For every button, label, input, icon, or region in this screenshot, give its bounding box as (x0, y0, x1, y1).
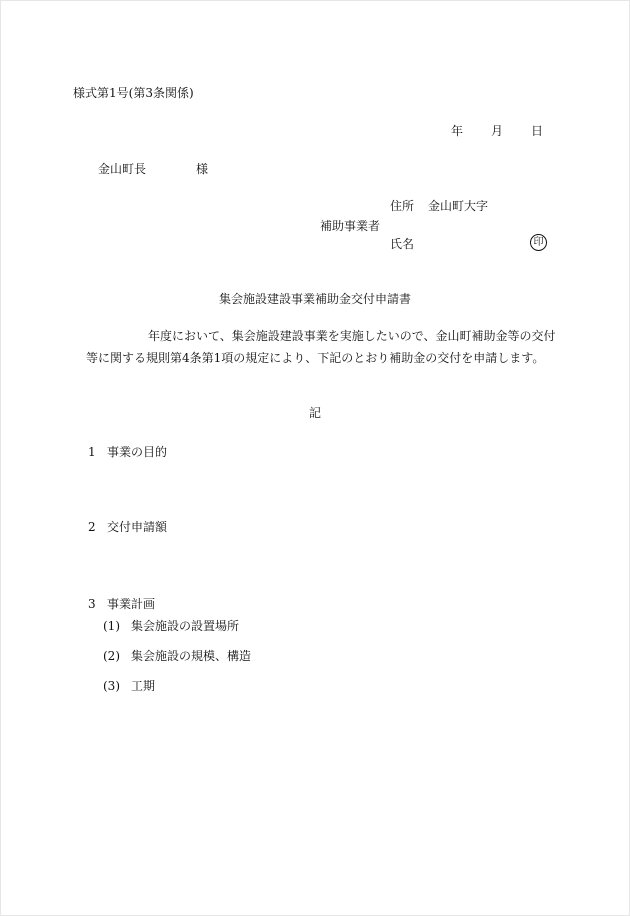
addressee-name: 金山町長 (98, 162, 147, 176)
subsection-2-number: (2) (103, 649, 120, 663)
name-label: 氏名 (390, 237, 415, 251)
address-value: 金山町大字 (428, 199, 489, 213)
section-2-label: 交付申請額 (107, 520, 168, 534)
section-1-label: 事業の目的 (107, 445, 168, 459)
section-3-label: 事業計画 (107, 597, 156, 611)
section-3 (88, 596, 155, 612)
date-month-label: 月 (491, 124, 504, 138)
subsection-1-label: 集会施設の設置場所 (131, 619, 240, 633)
date-day-label: 日 (531, 124, 544, 138)
section-3-number: 3 (88, 597, 96, 611)
section-1-number: 1 (88, 445, 96, 459)
body-text-line-1: 年度において、集会施設建設事業を実施したいので、金山町補助金等の交付 (148, 329, 556, 343)
subsection-1 (103, 618, 239, 634)
seal-mark: 印 (530, 234, 547, 251)
applicant-role-label: 補助事業者 (320, 219, 381, 233)
body-text-line-2: 等に関する規則第4条第1項の規定により、下記のとおり補助金の交付を申請します。 (86, 351, 545, 365)
date-line (451, 123, 543, 139)
subsection-3-number: (3) (103, 679, 120, 693)
address-label: 住所 (390, 199, 415, 213)
date-year-label: 年 (451, 124, 464, 138)
section-2-number: 2 (88, 520, 96, 534)
subsection-3 (103, 678, 155, 694)
ki-heading: 記 (308, 406, 321, 420)
subsection-3-label: 工期 (131, 679, 156, 693)
addressee-line (98, 161, 208, 177)
form-number: 様式第1号(第3条関係) (73, 86, 194, 100)
addressee-honorific: 様 (196, 162, 209, 176)
document-title: 集会施設建設事業補助金交付申請書 (218, 292, 411, 306)
subsection-1-number: (1) (103, 619, 120, 633)
subsection-2 (103, 648, 251, 664)
section-2 (88, 519, 167, 535)
subsection-2-label: 集会施設の規模、構造 (131, 649, 252, 663)
section-1 (88, 444, 167, 460)
